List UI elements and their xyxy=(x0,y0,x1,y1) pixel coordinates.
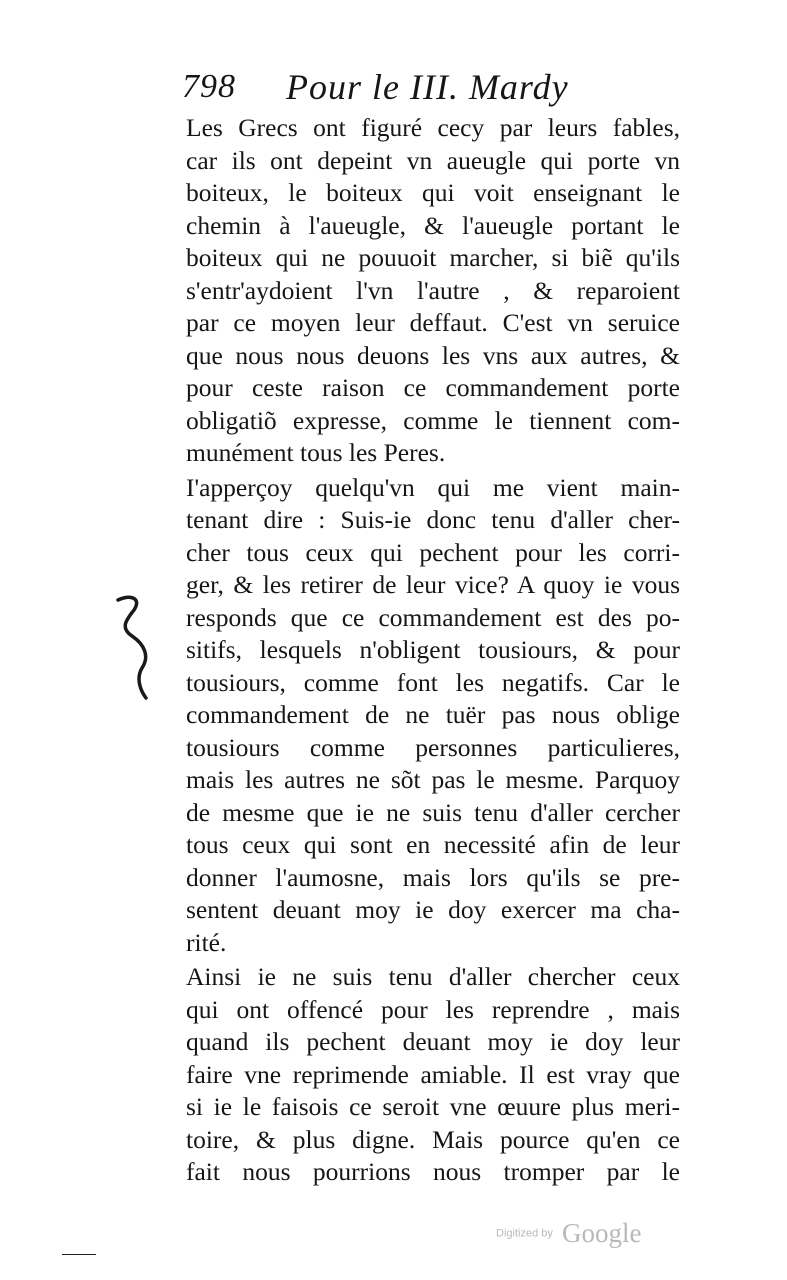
text-line: donner l'aumosne, mais lors qu'ils se pre- xyxy=(186,862,680,892)
body-text xyxy=(186,112,680,1189)
text-line: car ils ont depeint vn aueugle qui porte vn xyxy=(186,145,680,175)
text-line: chemin à l'aueugle, & l'aueugle portant le xyxy=(186,210,680,240)
text-line: commandement de ne tuër pas nous oblige xyxy=(186,700,680,729)
text-line: responds que ce commandement est des po- xyxy=(186,602,680,632)
text-line: mais les autres ne sõt pas le mesme. Parquoy xyxy=(186,765,680,794)
text-line: que nous nous deuons les vns aux autres, & xyxy=(186,340,680,370)
text-line: tenant dire : Suis-ie donc tenu d'aller cher- xyxy=(186,505,680,534)
text-line: qui ont offencé pour les reprendre , mais xyxy=(186,994,680,1024)
text-line: fait nous pourrions nous tromper par le xyxy=(186,1157,680,1186)
text-line: Les Grecs ont figuré cecy par leurs fables, xyxy=(186,113,680,142)
text-line: tous ceux qui sont en necessité afin de leur xyxy=(186,830,680,859)
text-line: pour ceste raison ce commandement porte xyxy=(186,373,680,402)
handwritten-margin-mark xyxy=(112,590,156,702)
text-line: boiteux, le boiteux qui voit enseignant le xyxy=(186,178,680,207)
paragraph-3 xyxy=(186,961,680,1189)
text-line: munément tous les Peres. xyxy=(186,438,446,467)
text-line: toire, & plus digne. Mais pource qu'en ce xyxy=(186,1124,680,1154)
text-line: s'entr'aydoient l'vn l'autre , & reparoient xyxy=(186,275,680,305)
text-line: I'apperçoy quelqu'vn qui me vient main- xyxy=(186,472,680,502)
text-line: de mesme que ie ne suis tenu d'aller cercher xyxy=(186,797,680,827)
text-line: obligatiõ expresse, comme le tiennent com- xyxy=(186,405,680,435)
paragraph-1 xyxy=(186,112,680,470)
text-line: quand ils pechent deuant moy ie doy leur xyxy=(186,1027,680,1056)
text-line: tousiours comme personnes particulieres, xyxy=(186,732,680,762)
page-header xyxy=(182,66,622,112)
text-line: ger, & les retirer de leur vice? A quoy ie vous xyxy=(186,570,680,599)
text-line: faire vne reprimende amiable. Il est vray que xyxy=(186,1059,680,1089)
digitized-by-google-watermark xyxy=(496,1218,641,1254)
paragraph-2 xyxy=(186,472,680,960)
text-line: sitifs, lesquels n'obligent tousiours, & pour xyxy=(186,635,680,664)
text-line: si ie le faisois ce seroit vne œuure plus meri- xyxy=(186,1092,680,1121)
margin-dash xyxy=(62,1254,96,1255)
text-line: par ce moyen leur deffaut. C'est vn seruice xyxy=(186,308,680,337)
watermark-prefix: Digitized by xyxy=(496,1227,553,1240)
text-line: boiteux qui ne pouuoit marcher, si biẽ qu'ils xyxy=(186,243,680,272)
running-title: Pour le III. Mardy xyxy=(286,67,569,107)
text-line: sentent deuant moy ie doy exercer ma cha- xyxy=(186,895,680,924)
text-line: tousiours, comme font les negatifs. Car le xyxy=(186,667,680,697)
text-line: cher tous ceux qui pechent pour les corri- xyxy=(186,537,680,567)
text-line: rité. xyxy=(186,927,227,957)
page-number: 798 xyxy=(182,68,236,105)
watermark-brand: Google xyxy=(561,1218,642,1248)
text-line: Ainsi ie ne suis tenu d'aller chercher ceux xyxy=(186,962,680,991)
